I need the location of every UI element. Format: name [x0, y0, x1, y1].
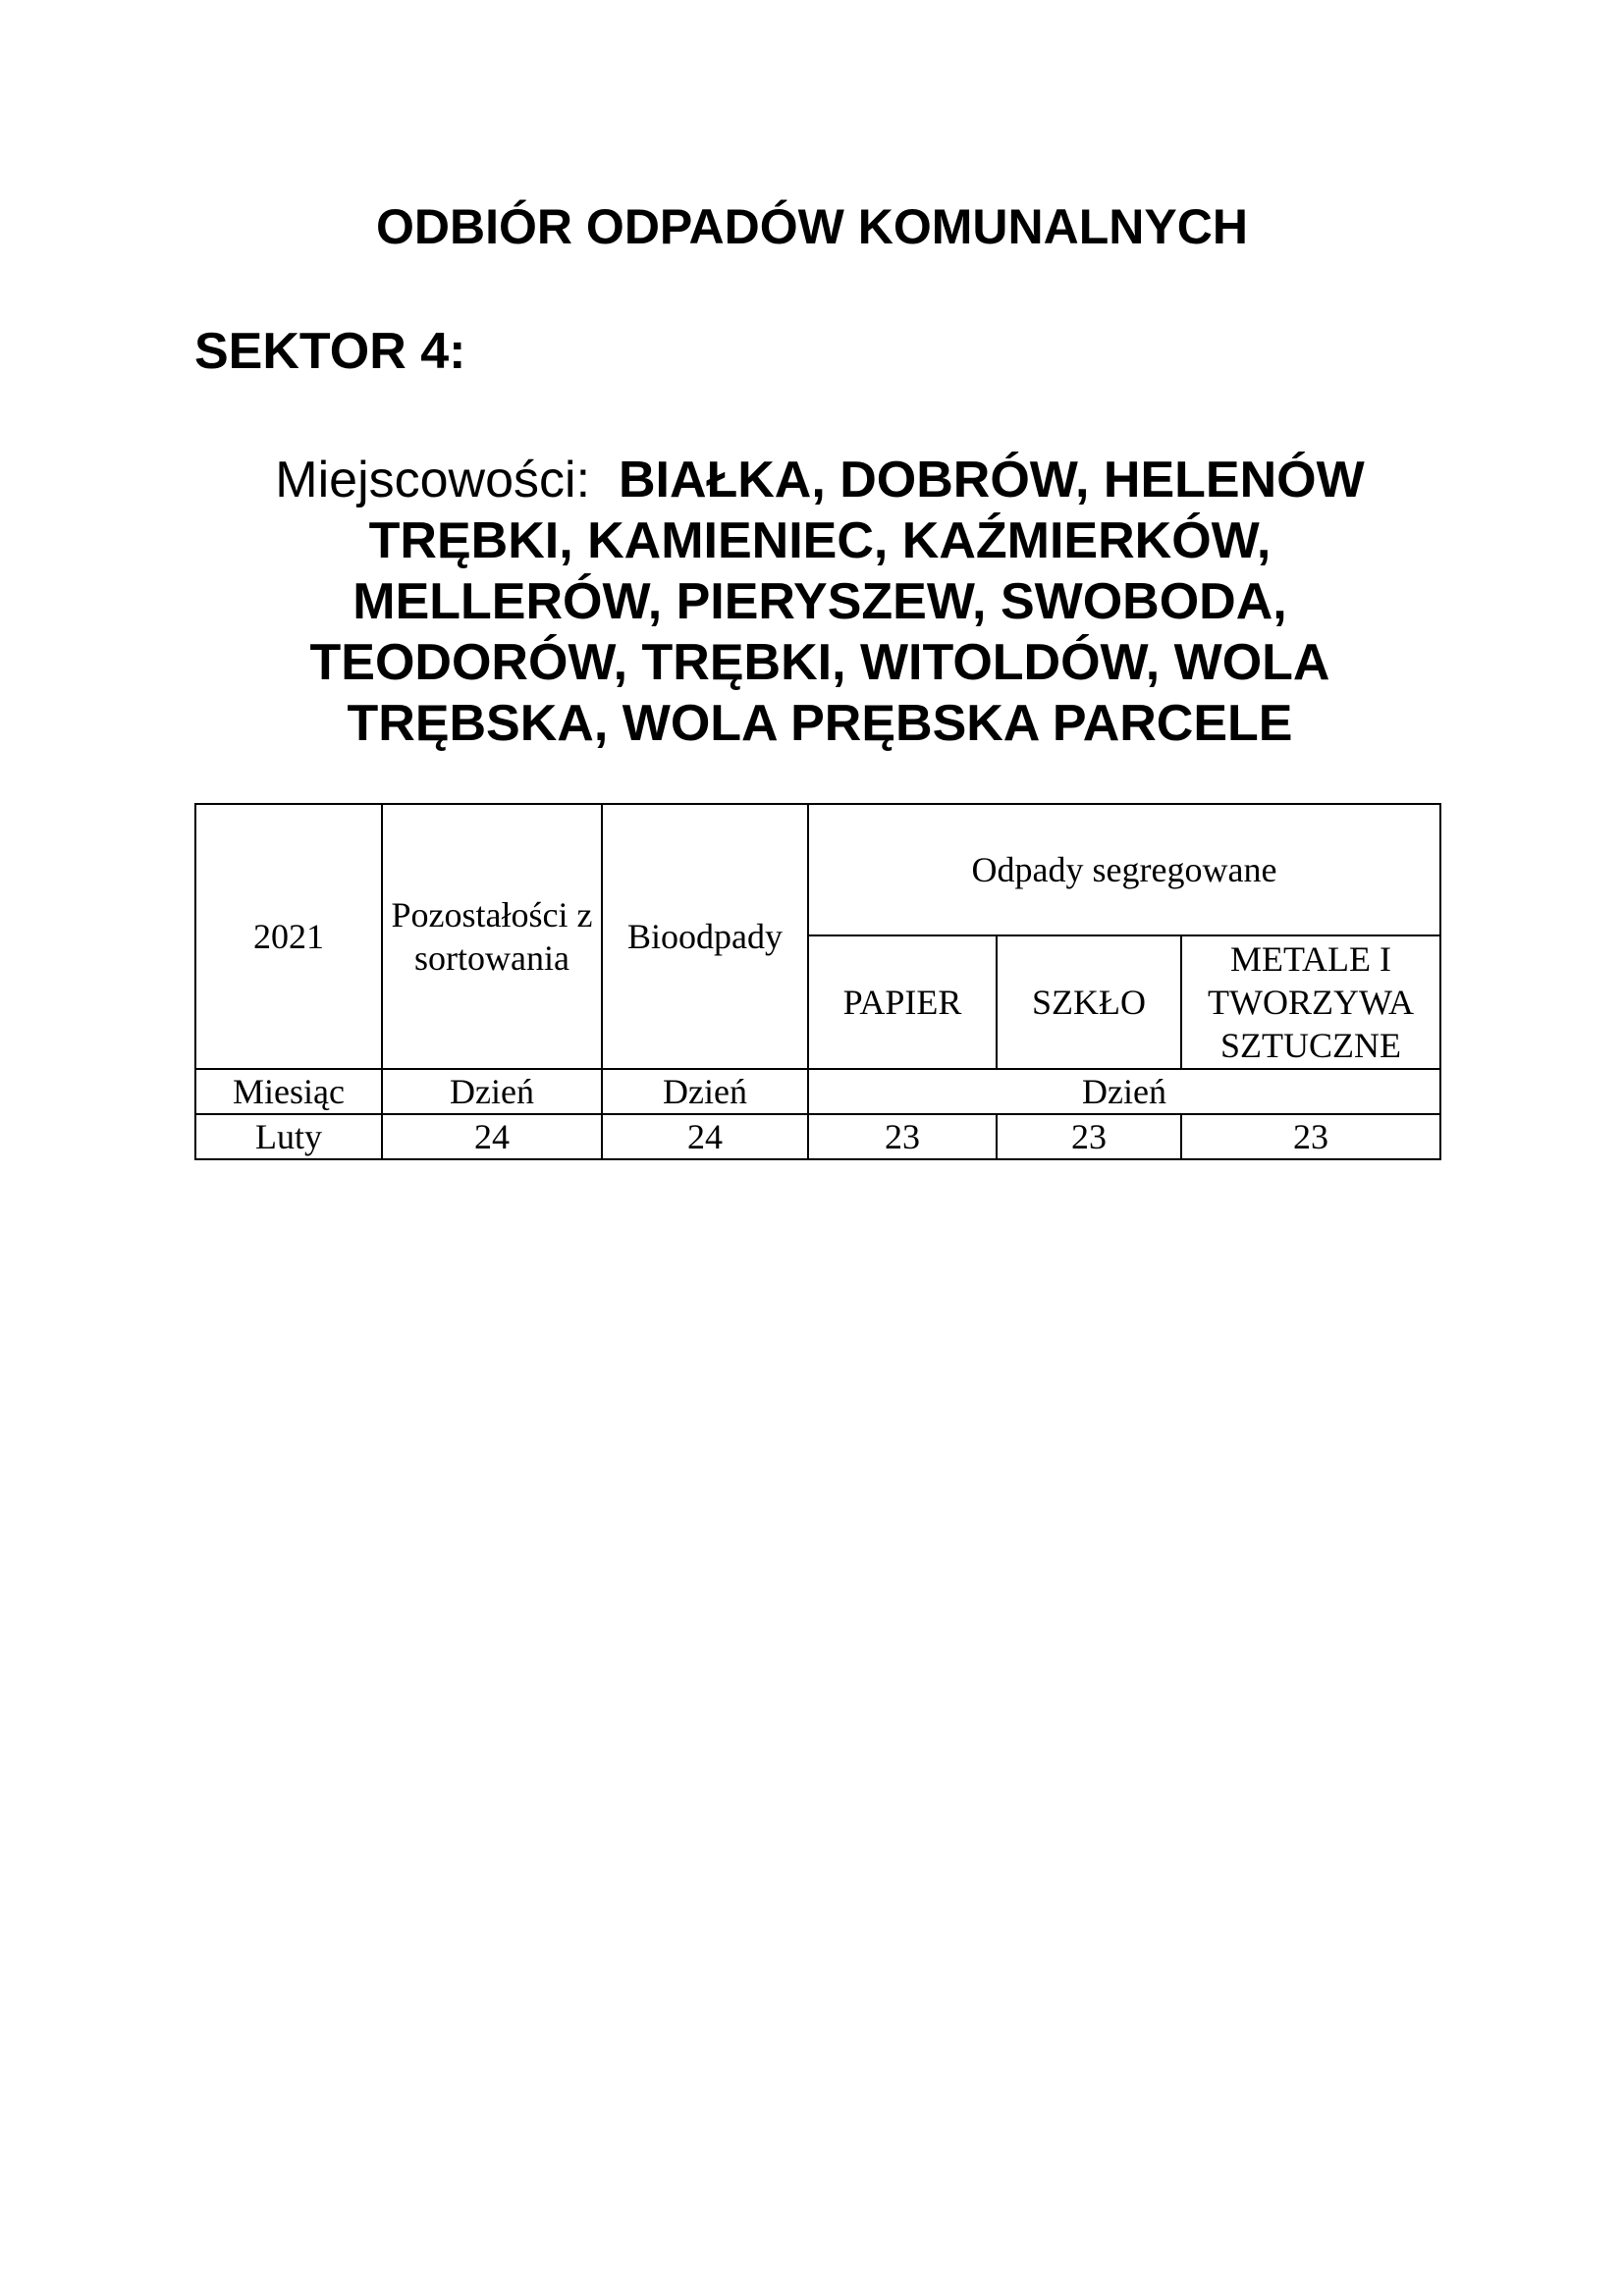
localities-names: BIAŁKA, DOBRÓW, HELENÓW TRĘBKI, KAMIENIEC, KAŹMIERKÓW, MELLERÓW, PIERYSZEW, SWOBODA, TEODORÓW, TRĘBKI, WITOLDÓW, WOLA TRĘBSKA, WOLA PRĘBSKA PARCELE [309, 452, 1365, 752]
row-glass-day: 23 [997, 1114, 1181, 1159]
table-units-row [195, 1069, 1440, 1114]
unit-day-segregated: Dzień [808, 1069, 1440, 1114]
header-segregated-waste: Odpady segregowane [808, 804, 1440, 935]
row-metal-day: 23 [1181, 1114, 1440, 1159]
table-header-row [195, 804, 1440, 935]
table-row [195, 1114, 1440, 1159]
row-residual-day: 24 [382, 1114, 602, 1159]
sector-title: SEKTOR 4: [194, 323, 466, 380]
page-title: ODBIÓR ODPADÓW KOMUNALNYCH [376, 199, 1248, 254]
localities-label: Miejscowości: [275, 452, 591, 508]
header-biowaste: Bioodpady [602, 804, 808, 1069]
header-metal-plastics: METALE I TWORZYWA SZTUCZNE [1181, 935, 1440, 1069]
row-paper-day: 23 [808, 1114, 997, 1159]
header-paper: PAPIER [808, 935, 997, 1069]
unit-day-bio: Dzień [602, 1069, 808, 1114]
localities-paragraph [216, 450, 1424, 754]
header-residual-waste: Pozostałości z sortowania [382, 804, 602, 1069]
row-bio-day: 24 [602, 1114, 808, 1159]
header-year: 2021 [195, 804, 382, 1069]
unit-day-residual: Dzień [382, 1069, 602, 1114]
header-glass: SZKŁO [997, 935, 1181, 1069]
collection-schedule-table [194, 803, 1441, 1160]
row-month: Luty [195, 1114, 382, 1159]
unit-month: Miesiąc [195, 1069, 382, 1114]
